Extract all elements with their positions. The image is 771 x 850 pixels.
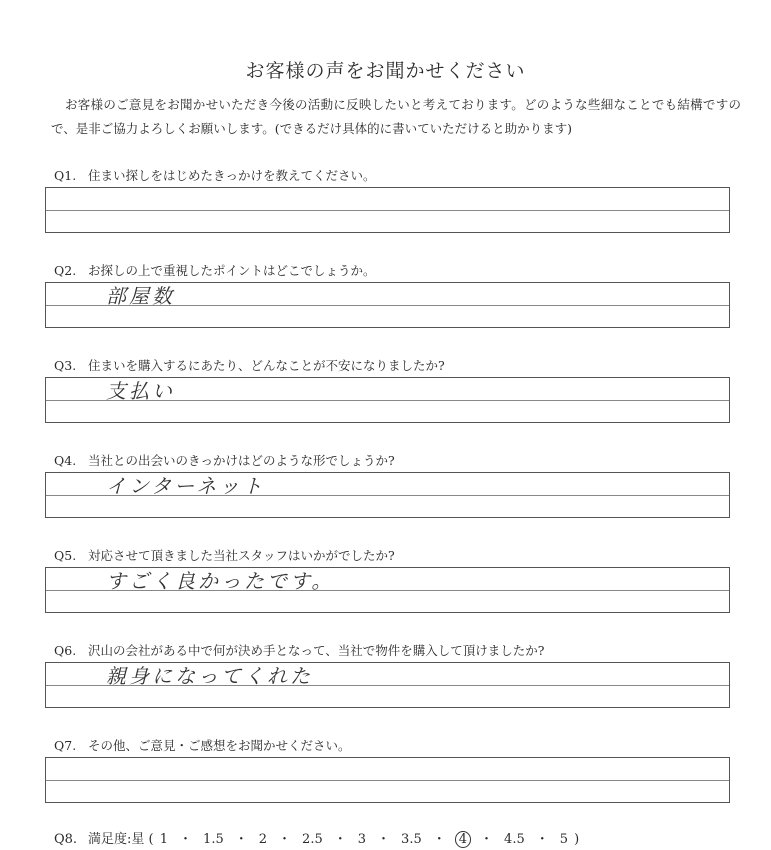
answer-box-2[interactable] bbox=[45, 282, 730, 328]
handwritten-answer: 支払い bbox=[106, 379, 175, 403]
rating-option-5[interactable]: 5 bbox=[559, 832, 569, 847]
answer-box-3[interactable] bbox=[45, 377, 730, 423]
intro-text: お客様のご意見をお聞かせいただき今後の活動に反映したいと考えております。どのような些細なことでも結構ですので、是非ご協力よろしくお願いします。(できるだけ具体的に書いていただけると助かります) bbox=[51, 97, 741, 136]
question-text: 対応させて頂きました当社スタッフはいかがでしたか? bbox=[88, 548, 395, 563]
question-number: Q6. bbox=[54, 643, 77, 658]
open-paren: ( bbox=[148, 832, 154, 847]
handwritten-answer: 親身になってくれた bbox=[106, 664, 313, 688]
question-text: 当社との出会いのきっかけはどのような形でしょうか? bbox=[88, 453, 395, 468]
rating-separator: ・ bbox=[480, 832, 494, 847]
question-number: Q3. bbox=[54, 358, 77, 373]
answer-box-5[interactable] bbox=[45, 567, 730, 613]
question-text: お探しの上で重視したポイントはどこでしょうか。 bbox=[88, 263, 376, 278]
rating-option-1-5[interactable]: 1.5 bbox=[203, 832, 224, 847]
rating-option-3[interactable]: 3 bbox=[357, 832, 367, 847]
handwritten-answer: すごく良かったです。 bbox=[106, 569, 335, 593]
question-text: 沢山の会社がある中で何が決め手となって、当社で物件を購入して頂けましたか? bbox=[88, 643, 545, 658]
question-number: Q8. bbox=[54, 832, 78, 847]
question-4 bbox=[54, 451, 395, 469]
question-6 bbox=[54, 641, 544, 659]
rating-separator: ・ bbox=[535, 832, 549, 847]
rating-option-2-5[interactable]: 2.5 bbox=[302, 832, 323, 847]
page-title: お客様の声をお聞かせください bbox=[245, 60, 526, 82]
satisfaction-label: 満足度:星 bbox=[88, 832, 145, 847]
rating-option-4-5[interactable]: 4.5 bbox=[504, 832, 525, 847]
question-text: その他、ご意見・ご感想をお聞かせください。 bbox=[88, 738, 351, 753]
answer-box-1[interactable] bbox=[45, 187, 730, 233]
question-text: 住まい探しをはじめたきっかけを教えてください。 bbox=[88, 168, 376, 183]
question-number: Q1. bbox=[54, 168, 77, 183]
question-7 bbox=[54, 736, 351, 754]
question-text: 住まいを購入するにあたり、どんなことが不安になりましたか? bbox=[88, 358, 445, 373]
answer-box-4[interactable] bbox=[45, 472, 730, 518]
handwritten-answer: インターネット bbox=[106, 474, 266, 498]
answer-box-7[interactable] bbox=[45, 757, 730, 803]
close-paren: ) bbox=[574, 832, 580, 847]
question-number: Q2. bbox=[54, 263, 77, 278]
rating-option-3-5[interactable]: 3.5 bbox=[401, 832, 422, 847]
question-2 bbox=[54, 261, 376, 279]
rating-separator: ・ bbox=[377, 832, 391, 847]
rating-separator: ・ bbox=[278, 832, 292, 847]
ruled-line bbox=[46, 780, 729, 781]
ruled-line bbox=[46, 210, 729, 211]
question-5 bbox=[54, 546, 395, 564]
rating-option-1[interactable]: 1 bbox=[159, 832, 169, 847]
rating-separator: ・ bbox=[432, 832, 446, 847]
rating-separator: ・ bbox=[234, 832, 248, 847]
question-8-satisfaction bbox=[54, 828, 579, 848]
rating-separator: ・ bbox=[179, 832, 193, 847]
answer-box-6[interactable] bbox=[45, 662, 730, 708]
star-rating-options[interactable] bbox=[158, 828, 570, 848]
question-number: Q7. bbox=[54, 738, 77, 753]
question-3 bbox=[54, 356, 445, 374]
handwritten-answer: 部屋数 bbox=[106, 284, 175, 308]
rating-separator: ・ bbox=[333, 832, 347, 847]
question-number: Q4. bbox=[54, 453, 77, 468]
rating-option-2[interactable]: 2 bbox=[258, 832, 268, 847]
question-1 bbox=[54, 166, 376, 184]
rating-option-4[interactable]: 4 bbox=[455, 831, 471, 848]
question-number: Q5. bbox=[54, 548, 77, 563]
